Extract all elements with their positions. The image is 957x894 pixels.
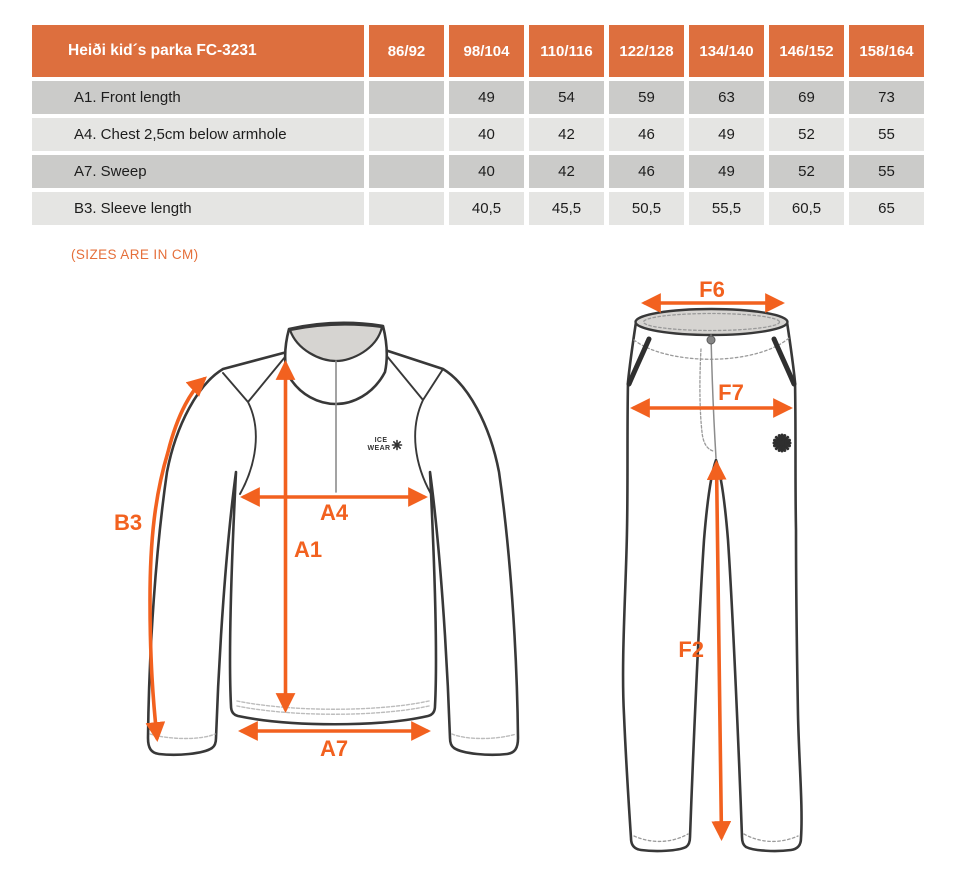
size-value-cell: 40	[449, 155, 524, 188]
size-value-cell: 42	[529, 118, 604, 151]
size-value-cell: 40	[449, 118, 524, 151]
b3-label: B3	[113, 510, 143, 535]
sizes-in-cm-caption: (SIZES ARE IN CM)	[71, 247, 199, 262]
size-value-cell: 65	[849, 192, 924, 225]
size-value-cell: 42	[529, 155, 604, 188]
size-value-cell	[369, 81, 444, 114]
size-value-cell: 40,5	[449, 192, 524, 225]
size-value-cell: 54	[529, 81, 604, 114]
row-label: A1. Front length	[32, 81, 364, 114]
size-value-cell	[369, 192, 444, 225]
size-value-cell: 52	[769, 155, 844, 188]
size-value-cell: 55	[849, 155, 924, 188]
f7-label: F7	[718, 380, 744, 405]
measurement-diagram	[0, 270, 957, 894]
size-value-cell: 49	[689, 118, 764, 151]
size-value-cell: 50,5	[609, 192, 684, 225]
waistband-top	[636, 309, 788, 335]
size-value-cell: 55	[849, 118, 924, 151]
svg-text:ICE: ICE	[374, 437, 388, 444]
size-column-header: 122/128	[609, 25, 684, 77]
svg-text:WEAR: WEAR	[367, 445, 391, 452]
size-column-header: 110/116	[529, 25, 604, 77]
a4-label: A4	[319, 500, 349, 525]
sweater-body-outline	[148, 350, 518, 755]
size-value-cell: 73	[849, 81, 924, 114]
size-value-cell	[369, 155, 444, 188]
a7-label: A7	[319, 736, 349, 761]
snowflake-icon	[393, 441, 402, 450]
size-value-cell: 69	[769, 81, 844, 114]
size-column-header: 146/152	[769, 25, 844, 77]
size-column-header: 98/104	[449, 25, 524, 77]
size-value-cell: 55,5	[689, 192, 764, 225]
f2-arrow	[717, 464, 722, 837]
size-column-header: 134/140	[689, 25, 764, 77]
row-label: B3. Sleeve length	[32, 192, 364, 225]
size-column-header: 86/92	[369, 25, 444, 77]
table-title: Heiði kid´s parka FC-3231	[32, 25, 364, 77]
snowflake-logo-icon	[774, 435, 790, 451]
size-value-cell: 45,5	[529, 192, 604, 225]
size-value-cell: 49	[449, 81, 524, 114]
size-value-cell: 46	[609, 118, 684, 151]
f2-label: F2	[678, 637, 704, 662]
size-value-cell: 49	[689, 155, 764, 188]
size-value-cell: 60,5	[769, 192, 844, 225]
a1-label: A1	[294, 537, 323, 562]
row-label: A7. Sweep	[32, 155, 364, 188]
waist-button-icon	[707, 336, 715, 344]
size-value-cell	[369, 118, 444, 151]
size-value-cell: 63	[689, 81, 764, 114]
size-value-cell: 59	[609, 81, 684, 114]
f6-label: F6	[699, 277, 725, 302]
pants-drawing	[623, 277, 801, 851]
size-table	[32, 25, 924, 225]
row-label: A4. Chest 2,5cm below armhole	[32, 118, 364, 151]
size-column-header: 158/164	[849, 25, 924, 77]
size-value-cell: 46	[609, 155, 684, 188]
size-value-cell: 52	[769, 118, 844, 151]
sweater-drawing	[114, 323, 518, 761]
pants-outline	[623, 322, 801, 851]
